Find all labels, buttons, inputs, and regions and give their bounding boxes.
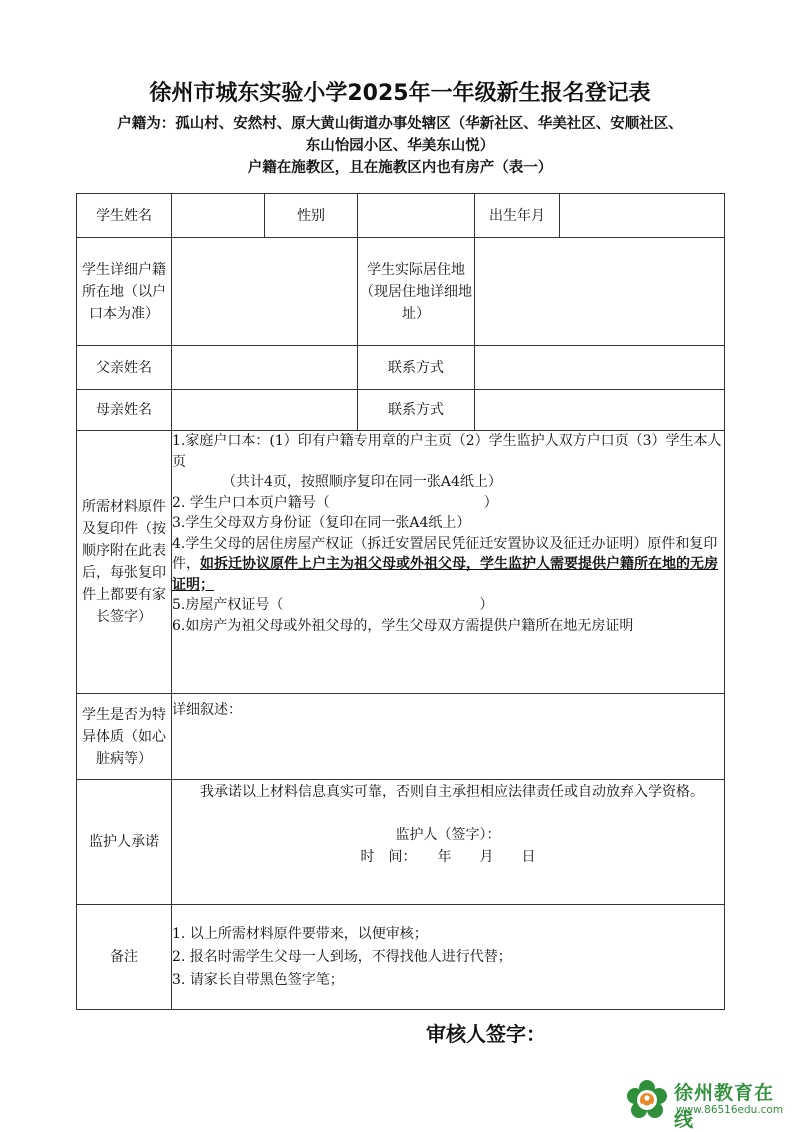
mother-name-field[interactable] — [172, 390, 358, 431]
reviewer-signature-label: 审核人签字： — [426, 1022, 546, 1046]
student-name-label: 学生姓名 — [77, 194, 172, 238]
subtitle-line-1: 户籍为：孤山村、安然村、原大黄山街道办事处辖区（华新社区、华美社区、安顺社区、 — [117, 115, 683, 132]
material-item-6: 6.如房产为祖父母或外祖父母的，学生父母双方需提供户籍所在地无房证明 — [172, 617, 634, 634]
birth-label: 出生年月 — [475, 194, 560, 238]
mother-name-label: 母亲姓名 — [77, 390, 172, 431]
material-item-5: 5.房屋产权证号（ ） — [172, 597, 494, 613]
materials-label: 所需材料原件及复印件（按顺序附在此表后，每张复印件上都要有家长签字） — [77, 431, 172, 694]
material-item-1: 1.家庭户口本：(1）印有户籍专用章的户主页（2）学生监护人双方户口页（3）学生本人页 — [172, 433, 722, 470]
father-contact-field[interactable] — [475, 346, 725, 390]
guardian-signature-line[interactable]: 监护人（签字）： — [395, 827, 501, 843]
materials-list — [172, 431, 725, 694]
material-item-1-note: （共计4页，按照顺序复印在同一张A4纸上） — [222, 474, 502, 490]
father-name-field[interactable] — [172, 346, 358, 390]
logo-url: www.86516edu.com — [676, 1104, 784, 1116]
mother-contact-field[interactable] — [475, 390, 725, 431]
material-item-2: 2. 学生户口本页户籍号（ ） — [172, 494, 498, 511]
hukou-address-field[interactable] — [172, 238, 358, 346]
signature-date-line[interactable]: 时 间： 年 月 日 — [360, 849, 536, 865]
special-constitution-label: 学生是否为特异体质（如心脏病等） — [77, 694, 172, 780]
subtitle-line-3: 户籍在施教区，且在施教区内也有房产（表一） — [247, 159, 553, 176]
material-item-3: 3.学生父母双方身份证（复印在同一张A4纸上） — [172, 515, 471, 531]
promise-text: 我承诺以上材料信息真实可靠，否则自主承担相应法律责任或自动放弃入学资格。 — [200, 784, 704, 800]
birth-field[interactable] — [560, 194, 725, 238]
mother-contact-label: 联系方式 — [358, 390, 475, 431]
gender-label: 性别 — [265, 194, 358, 238]
student-name-field[interactable] — [172, 194, 265, 238]
actual-address-field[interactable] — [475, 238, 725, 346]
form-title: 徐州市城东实验小学2025年一年级新生报名登记表 — [149, 81, 651, 106]
material-item-4-emphasis: 如拆迁协议原件上户主为祖父母或外祖父母，学生监护人需要提供户籍所在地的无房证明； — [172, 556, 718, 593]
remarks-label: 备注 — [77, 905, 172, 1010]
subtitle-line-2: 东山怡园小区、华美东山悦） — [305, 137, 495, 154]
remark-item-3: 3. 请家长自带黑色签字笔； — [172, 971, 344, 988]
guardian-promise-content — [172, 780, 725, 905]
site-logo — [624, 1076, 790, 1131]
father-contact-label: 联系方式 — [358, 346, 475, 390]
logo-name: 徐州教育在线 — [674, 1082, 775, 1131]
special-detail-field[interactable] — [172, 694, 725, 780]
gender-field[interactable] — [358, 194, 475, 238]
remark-item-2: 2. 报名时需学生父母一人到场，不得找他人进行代替； — [172, 948, 512, 965]
special-detail-label: 详细叙述： — [172, 702, 242, 718]
guardian-promise-label: 监护人承诺 — [77, 780, 172, 905]
hukou-address-label: 学生详细户籍所在地（以户口本为准） — [77, 238, 172, 346]
material-item-4-text: 4.学生父母的居住房屋产权证（拆迁安置居民凭征迁安置协议及征迁办证明）原件和复印件， — [172, 535, 718, 572]
actual-address-label: 学生实际居住地（现居住地详细地址） — [358, 238, 475, 346]
flower-logo-icon — [624, 1078, 670, 1124]
material-item-4 — [172, 534, 724, 596]
remark-item-1: 1. 以上所需材料原件要带来，以便审核； — [172, 925, 428, 942]
father-name-label: 父亲姓名 — [77, 346, 172, 390]
remarks-list — [172, 905, 725, 1010]
registration-form-table — [76, 193, 725, 1010]
